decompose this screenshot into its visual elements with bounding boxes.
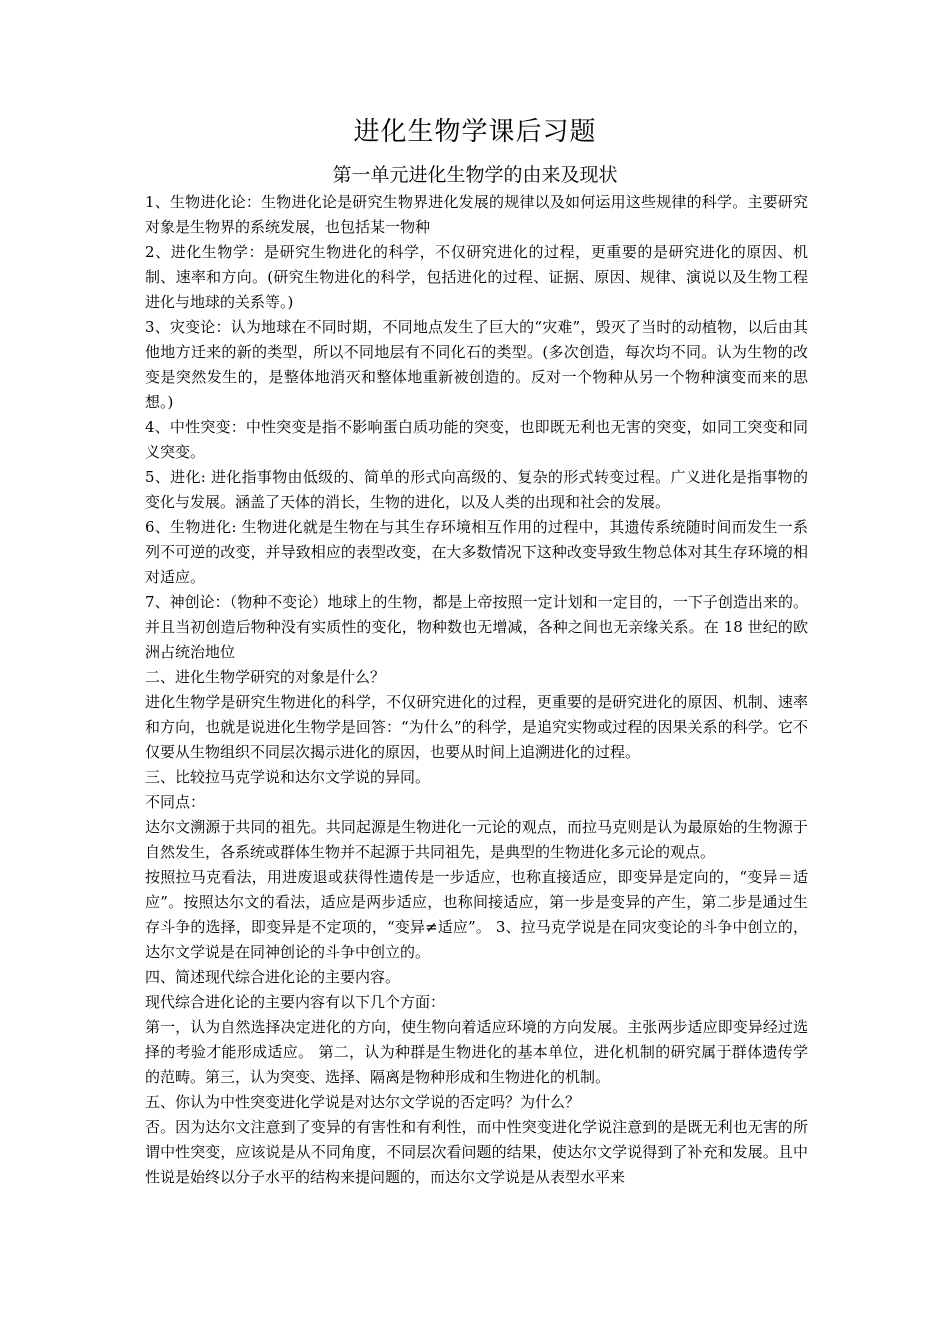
- paragraph: 5、进化: 进化指事物由低级的、简单的形式向高级的、复杂的形式转变过程。广义进化是指事物的变化与发展。涵盖了天体的消长，生物的进化，以及人类的出现和社会的发展。: [145, 468, 808, 511]
- unit-heading: 第一单元进化生物学的由来及现状: [332, 164, 618, 186]
- paragraph: 4、中性突变：中性突变是指不影响蛋白质功能的突变，也即既无利也无害的突变，如同工突变和同义突变。: [145, 418, 808, 461]
- paragraph: 否。因为达尔文注意到了变异的有害性和有利性，而中性突变进化学说注意到的是既无利也无害的所谓中性突变，应该说是从不同角度，不同层次看问题的结果，使达尔文学说得到了补充和发展。且中性说是始终以分子水平的结构来提问题的，而达尔文学说是从表型水平来: [145, 1118, 808, 1186]
- paragraph: 1、生物进化论：生物进化论是研究生物界进化发展的规律以及如何运用这些规律的科学。主要研究对象是生物界的系统发展，也包括某一物种: [145, 193, 808, 236]
- question-heading: 二、进化生物学研究的对象是什么？: [145, 668, 386, 686]
- question-heading: 五、你认为中性突变进化学说是对达尔文学说的否定吗？为什么？: [145, 1093, 581, 1111]
- paragraph: 现代综合进化论的主要内容有以下几个方面：: [145, 993, 446, 1011]
- paragraph: 2、进化生物学：是研究生物进化的科学，不仅研究进化的过程，更重要的是研究进化的原因、机制、速率和方向。(研究生物进化的科学，包括进化的过程、证据、原因、规律、演说以及生物工程进化与地球的关系等。): [145, 243, 808, 311]
- paragraph: 达尔文溯源于共同的祖先。共同起源是生物进化一元论的观点，而拉马克则是认为最原始的生物源于自然发生，各系统或群体生物并不起源于共同祖先，是典型的生物进化多元论的观点。: [145, 818, 808, 861]
- question-heading: 四、简述现代综合进化论的主要内容。: [145, 968, 401, 986]
- question-heading: 三、比较拉马克学说和达尔文学说的异同。: [145, 768, 431, 786]
- paragraph: 进化生物学是研究生物进化的科学，不仅研究进化的过程，更重要的是研究进化的原因、机制、速率和方向，也就是说进化生物学是回答：“为什么”的科学，是追究实物或过程的因果关系的科学。它不仅要从生物组织不同层次揭示进化的原因，也要从时间上追溯进化的过程。: [145, 693, 808, 761]
- paragraph: 不同点：: [145, 793, 206, 811]
- paragraph: 第一，认为自然选择决定进化的方向，使生物向着适应环境的方向发展。主张两步适应即变异经过选择的考验才能形成适应。 第二，认为种群是生物进化的基本单位，进化机制的研究属于群体遗传学的范畴。第三，认为突变、选择、隔离是物种形成和生物进化的机制。: [145, 1018, 808, 1086]
- document-body: [145, 190, 808, 1190]
- document-title: 进化生物学课后习题: [353, 117, 597, 147]
- paragraph: 按照拉马克看法，用进废退或获得性遗传是一步适应，也称直接适应，即变异是定向的，“变异＝适应”。按照达尔文的看法，适应是两步适应，也称间接适应，第一步是变异的产生，第二步是通过生存斗争的选择，即变异是不定项的，“变异≠适应”。 3、拉马克学说是在同灾变论的斗争中创立的，达尔文学说是在同神创论的斗争中创立的。: [145, 868, 808, 961]
- paragraph: 7、神创论：（物种不变论）地球上的生物，都是上帝按照一定计划和一定目的，一下子创造出来的。并且当初创造后物种没有实质性的变化，物种数也无增减，各种之间也无亲缘关系。在 18 世纪的欧洲占统治地位: [145, 593, 808, 661]
- paragraph: 6、生物进化: 生物进化就是生物在与其生存环境相互作用的过程中，其遗传系统随时间而发生一系列不可逆的改变，并导致相应的表型改变，在大多数情况下这种改变导致生物总体对其生存环境的相对适应。: [145, 518, 808, 586]
- paragraph: 3、灾变论：认为地球在不同时期，不同地点发生了巨大的“灾难”，毁灭了当时的动植物，以后由其他地方迁来的新的类型，所以不同地层有不同化石的类型。(多次创造，每次均不同。认为生物的改变是突然发生的，是整体地消灭和整体地重新被创造的。反对一个物种从另一个物种演变而来的思想。): [145, 318, 808, 411]
